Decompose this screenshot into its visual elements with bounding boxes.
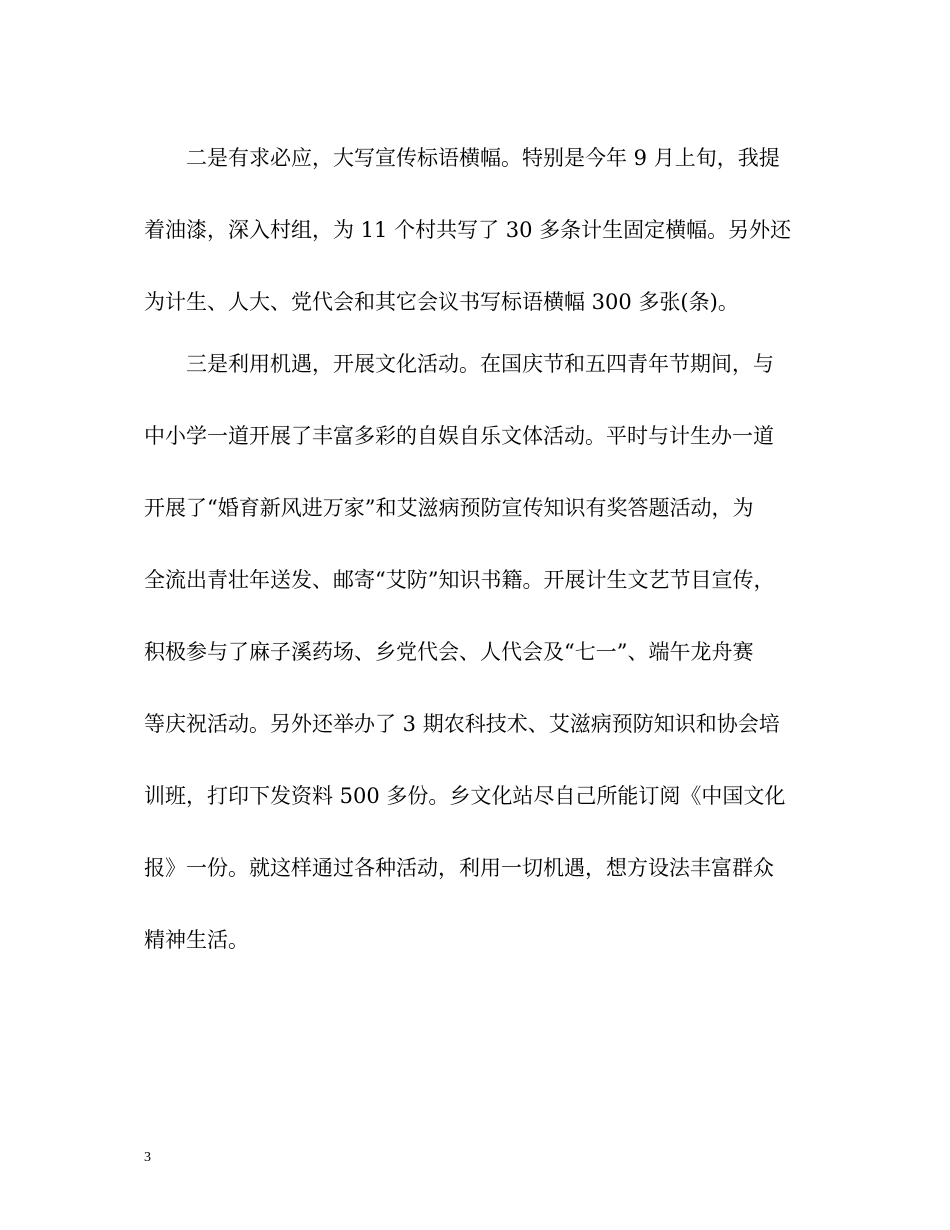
paragraph-1-line-1: 二是有求必应，大写宣传标语横幅。特别是今年 9 月上旬，我提 (186, 146, 780, 170)
paragraph-2-line-9: 精神生活。 (144, 928, 249, 952)
paragraph-2-line-8: 报》一份。就这样通过各种活动，利用一切机遇，想方设法丰富群众 (144, 856, 774, 880)
paragraph-2-line-4: 全流出青壮年送发、邮寄“艾防”知识书籍。开展计生文艺节目宣传， (144, 568, 775, 592)
paragraph-2-line-2: 中小学一道开展了丰富多彩的自娱自乐文体活动。平时与计生办一道 (144, 424, 774, 448)
paragraph-2-line-5: 积极参与了麻子溪药场、乡党代会、人代会及“七一”、端午龙舟赛 (144, 640, 754, 664)
paragraph-2-line-7: 训班，打印下发资料 500 多份。乡文化站尽自己所能订阅《中国文化 (144, 784, 786, 808)
page-number: 3 (144, 1150, 151, 1165)
paragraph-2-line-6: 等庆祝活动。另外还举办了 3 期农科技术、艾滋病预防知识和协会培 (144, 712, 780, 736)
paragraph-1-line-3: 为计生、人大、党代会和其它会议书写标语横幅 300 多张(条)。 (144, 290, 739, 314)
paragraph-2-line-3: 开展了“婚育新风进万家”和艾滋病预防宣传知识有奖答题活动，为 (144, 496, 754, 520)
paragraph-2-line-1: 三是利用机遇，开展文化活动。在国庆节和五四青年节期间，与 (186, 352, 774, 376)
paragraph-1-line-2: 着油漆，深入村组，为 11 个村共写了 30 多条计生固定横幅。另外还 (144, 218, 792, 242)
